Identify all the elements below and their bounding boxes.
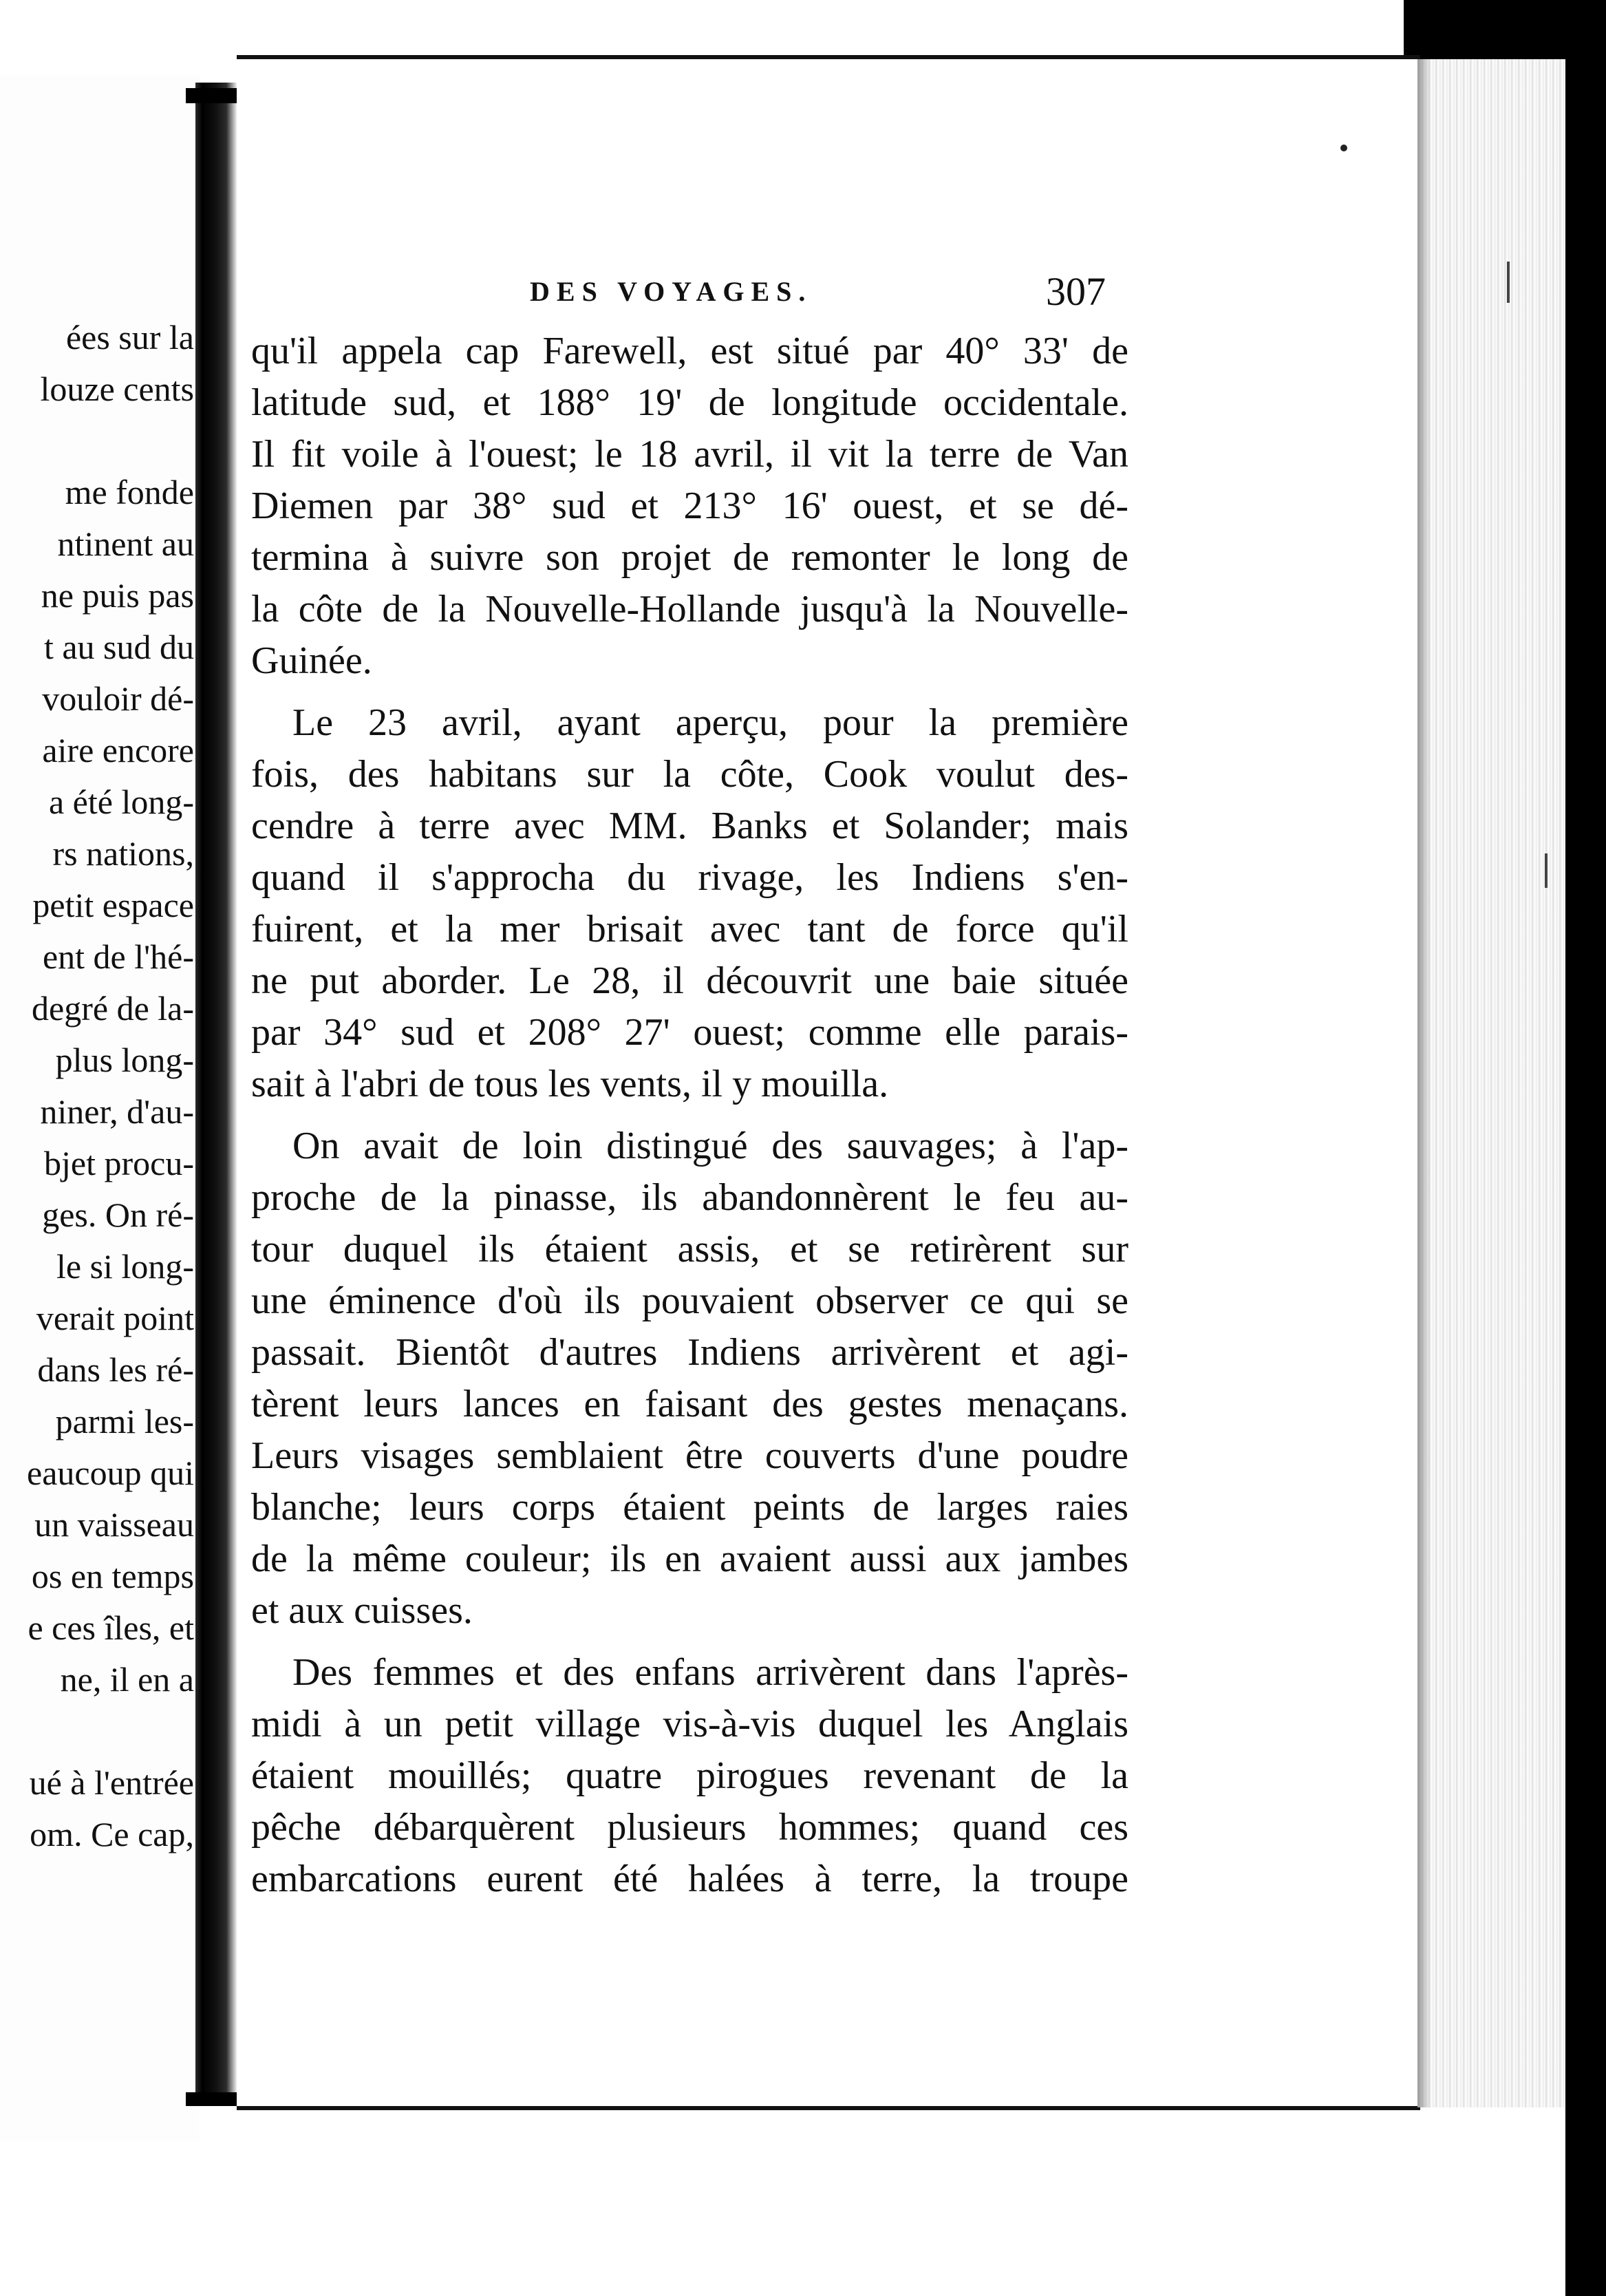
left-page-line: plus long- [55,1041,194,1079]
left-page-line: ges. On ré- [42,1195,194,1234]
text-line: par 34° sud et 208° 27' ouest; comme elle parais- [251,1011,1128,1054]
text-line: Il fit voile à l'ouest; le 18 avril, il vit la terre de Van [251,433,1128,476]
text-line: embarcations eurent été halées à terre, la troupe [251,1858,1128,1900]
running-header: DES VOYAGES. [530,276,813,307]
left-page-line: parmi les- [55,1402,194,1441]
text-line: midi à un petit village vis-à-vis duquel les Anglais [251,1703,1128,1745]
text-line: Le 23 avril, ayant aperçu, pour la première [292,701,1128,744]
left-page-line: niner, d'au- [40,1092,194,1131]
left-page-line: degré de la- [32,989,194,1028]
left-page-line: bjet procu- [44,1144,194,1182]
left-page-line: os en temps [31,1557,194,1595]
text-line: cendre à terre avec MM. Banks et Solander; mais [251,805,1128,847]
text-line: passait. Bientôt d'autres Indiens arrivèrent et agi- [251,1331,1128,1374]
left-page-line: louze cents [40,370,194,408]
left-page-line: t au sud du [43,628,194,666]
text-line: pêche débarquèrent plusieurs hommes; quand ces [251,1806,1128,1849]
left-page-line: rs nations, [52,834,194,873]
text-line: qu'il appela cap Farewell, est situé par 40° 33' de [251,330,1128,372]
left-page-line: ne puis pas [41,576,194,615]
scan-background-right [1565,0,1606,2296]
text-line: On avait de loin distingué des sauvages; à l'ap- [292,1125,1128,1167]
text-line: de la même couleur; ils en avaient aussi aux jambes [251,1538,1128,1580]
text-line: latitude sud, et 188° 19' de longitude occidentale. [251,381,1128,424]
text-line: quand il s'approcha du rivage, les Indiens s'en- [251,856,1128,899]
text-line: et aux cuisses. [251,1589,473,1632]
text-line: étaient mouillés; quatre pirogues revenant de la [251,1754,1128,1797]
text-line: tèrent leurs lances en faisant des gestes menaçans. [251,1383,1128,1425]
previous-page-fragment [0,76,200,2140]
left-page-line: ué à l'entrée [29,1763,194,1802]
text-line: termina à suivre son projet de remonter le long de [251,536,1128,579]
left-page-line: ntinent au [57,524,194,563]
left-page-line: me fonde [65,473,194,511]
text-line: une éminence d'où ils pouvaient observer ce qui se [251,1279,1128,1322]
left-page-line: un vaisseau [34,1505,194,1544]
gutter-top-shadow [186,88,241,103]
text-line: ne put aborder. Le 28, il découvrit une baie située [251,959,1128,1002]
left-page-line: ées sur la [65,318,194,357]
page-number: 307 [1046,269,1106,314]
text-line: fois, des habitans sur la côte, Cook voulut des- [251,753,1128,796]
gutter-bottom-shadow [186,2092,241,2106]
text-line: Leurs visages semblaient être couverts d'une poudre [251,1434,1128,1477]
left-page-line: eaucoup qui [27,1454,194,1492]
edge-mark [1507,262,1510,303]
left-page-line: aire encore [42,731,194,769]
edge-mark [1545,853,1548,888]
text-line: Des femmes et des enfans arrivèrent dans l'après- [292,1651,1128,1694]
page-top-edge [237,55,1420,59]
left-page-line: petit espace [32,886,194,924]
left-page-line: a été long- [48,783,194,821]
text-line: fuirent, et la mer brisait avec tant de force qu'il [251,908,1128,950]
text-line: blanche; leurs corps étaient peints de larges raies [251,1486,1128,1529]
left-page-line: dans les ré- [37,1350,194,1389]
text-line: sait à l'abri de tous les vents, il y mouilla. [251,1063,889,1105]
text-line: proche de la pinasse, ils abandonnèrent le feu au- [251,1176,1128,1219]
ink-speck [1340,145,1347,151]
book-page-edges [1417,59,1565,2107]
book-edge-shadow [1417,59,1431,2107]
left-page-line: om. Ce cap, [30,1815,194,1853]
page-bottom-edge [237,2106,1420,2110]
left-page-line: le si long- [56,1247,194,1286]
left-page-line: ne, il en a [60,1660,194,1699]
text-line: Diemen par 38° sud et 213° 16' ouest, et se dé- [251,485,1128,527]
text-line: tour duquel ils étaient assis, et se retirèrent sur [251,1228,1128,1271]
book-gutter [195,83,237,2106]
left-page-line: vouloir dé- [42,679,194,718]
text-line: Guinée. [251,639,372,682]
left-page-line: e ces îles, et [28,1608,194,1647]
left-page-line: verait point [36,1299,194,1337]
text-line: la côte de la Nouvelle-Hollande jusqu'à la Nouvelle- [251,588,1128,630]
left-page-line: ent de l'hé- [42,937,194,976]
